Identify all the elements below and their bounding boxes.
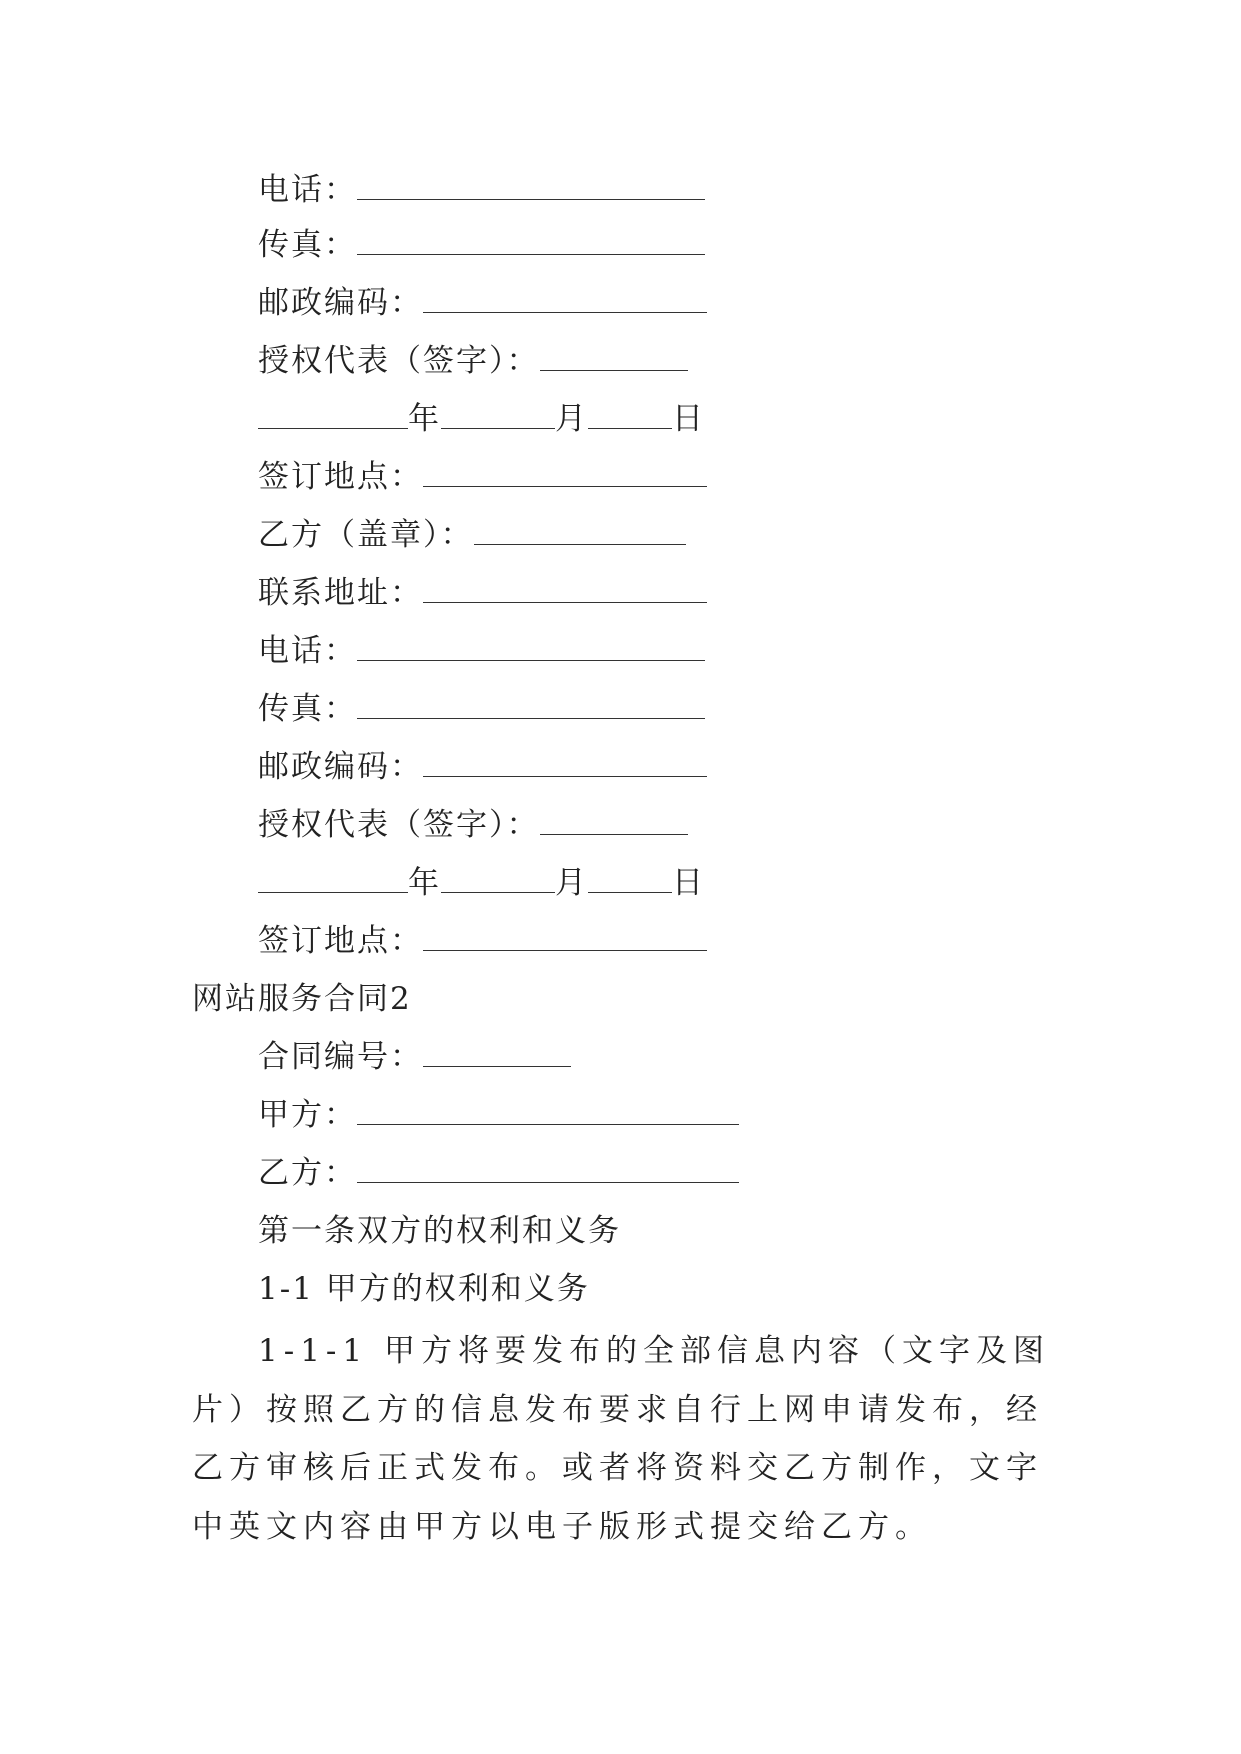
party-a-phone-row <box>258 170 705 210</box>
party-a-year-label: 年 <box>408 401 441 437</box>
party-b-address-label: 联系地址： <box>258 575 423 611</box>
party-b-postcode-blank <box>423 750 707 777</box>
party-b-rep-sign-label: 授权代表（签字）： <box>258 807 540 843</box>
section-1-1-heading: 1-1 甲方的权利和义务 <box>258 1271 590 1307</box>
contract-2-title: 网站服务合同2 <box>192 981 412 1017</box>
article-1-heading: 第一条双方的权利和义务 <box>258 1213 621 1249</box>
party-a-phone-label: 电话： <box>258 172 357 208</box>
party-a-month-label: 月 <box>555 401 588 437</box>
party-b-month-label: 月 <box>555 865 588 901</box>
party-a-postcode-blank <box>423 286 707 313</box>
contract-number-row <box>258 1037 571 1077</box>
party-b-year-label: 年 <box>408 865 441 901</box>
party-b-date-row <box>258 863 705 903</box>
party-b-address-blank <box>423 576 707 603</box>
party-a-postcode-label: 邮政编码： <box>258 285 423 321</box>
party-b-sign-place-blank <box>423 924 707 951</box>
party-b-day-label: 日 <box>672 865 705 901</box>
party-a-sign-place-row <box>258 457 707 497</box>
party-a-date-row <box>258 399 705 439</box>
party-b-phone-blank <box>357 634 705 661</box>
party-b-rep-sign-row <box>258 805 688 845</box>
party-b-year-blank <box>258 866 408 893</box>
party-a-postcode-row <box>258 283 707 323</box>
party-b-postcode-label: 邮政编码： <box>258 749 423 785</box>
party-a-sign-place-blank <box>423 460 707 487</box>
party-b-seal-blank <box>474 518 686 545</box>
party-b-name-blank <box>357 1156 739 1183</box>
party-a-phone-blank <box>357 173 705 200</box>
party-a-fax-row <box>258 225 705 265</box>
party-b-fax-label: 传真： <box>258 691 357 727</box>
party-b-seal-label: 乙方（盖章）： <box>258 517 474 553</box>
party-a-name-row <box>258 1095 739 1135</box>
party-a-name-label: 甲方： <box>258 1097 357 1133</box>
party-a-day-blank <box>588 402 672 429</box>
party-b-sign-place-label: 签订地点： <box>258 923 423 959</box>
party-b-rep-sign-blank <box>540 808 688 835</box>
party-a-day-label: 日 <box>672 401 705 437</box>
party-b-month-blank <box>441 866 555 893</box>
party-b-address-row <box>258 573 707 613</box>
party-a-rep-sign-row <box>258 341 688 381</box>
party-a-month-blank <box>441 402 555 429</box>
contract-number-label: 合同编号： <box>258 1039 423 1075</box>
party-b-phone-label: 电话： <box>258 633 357 669</box>
party-b-sign-place-row <box>258 921 707 961</box>
party-b-name-label: 乙方： <box>258 1155 357 1191</box>
party-b-name-row <box>258 1153 739 1193</box>
party-a-name-blank <box>357 1098 739 1125</box>
party-a-rep-sign-blank <box>540 344 688 371</box>
party-a-fax-blank <box>357 228 705 255</box>
contract-number-blank <box>423 1040 571 1067</box>
party-b-postcode-row <box>258 747 707 787</box>
party-a-year-blank <box>258 402 408 429</box>
party-b-seal-row <box>258 515 686 555</box>
party-a-fax-label: 传真： <box>258 227 357 263</box>
party-a-sign-place-label: 签订地点： <box>258 459 423 495</box>
party-a-rep-sign-label: 授权代表（签字）： <box>258 343 540 379</box>
party-b-phone-row <box>258 631 705 671</box>
party-b-fax-row <box>258 689 705 729</box>
party-b-fax-blank <box>357 692 705 719</box>
clause-1-1-1-paragraph: 1-1-1 甲方将要发布的全部信息内容（文字及图片）按照乙方的信息发布要求自行上网申请发布，经乙方审核后正式发布。或者将资料交乙方制作，文字中英文内容由甲方以电子版形式提交给乙方。 <box>192 1333 1050 1545</box>
party-b-day-blank <box>588 866 672 893</box>
